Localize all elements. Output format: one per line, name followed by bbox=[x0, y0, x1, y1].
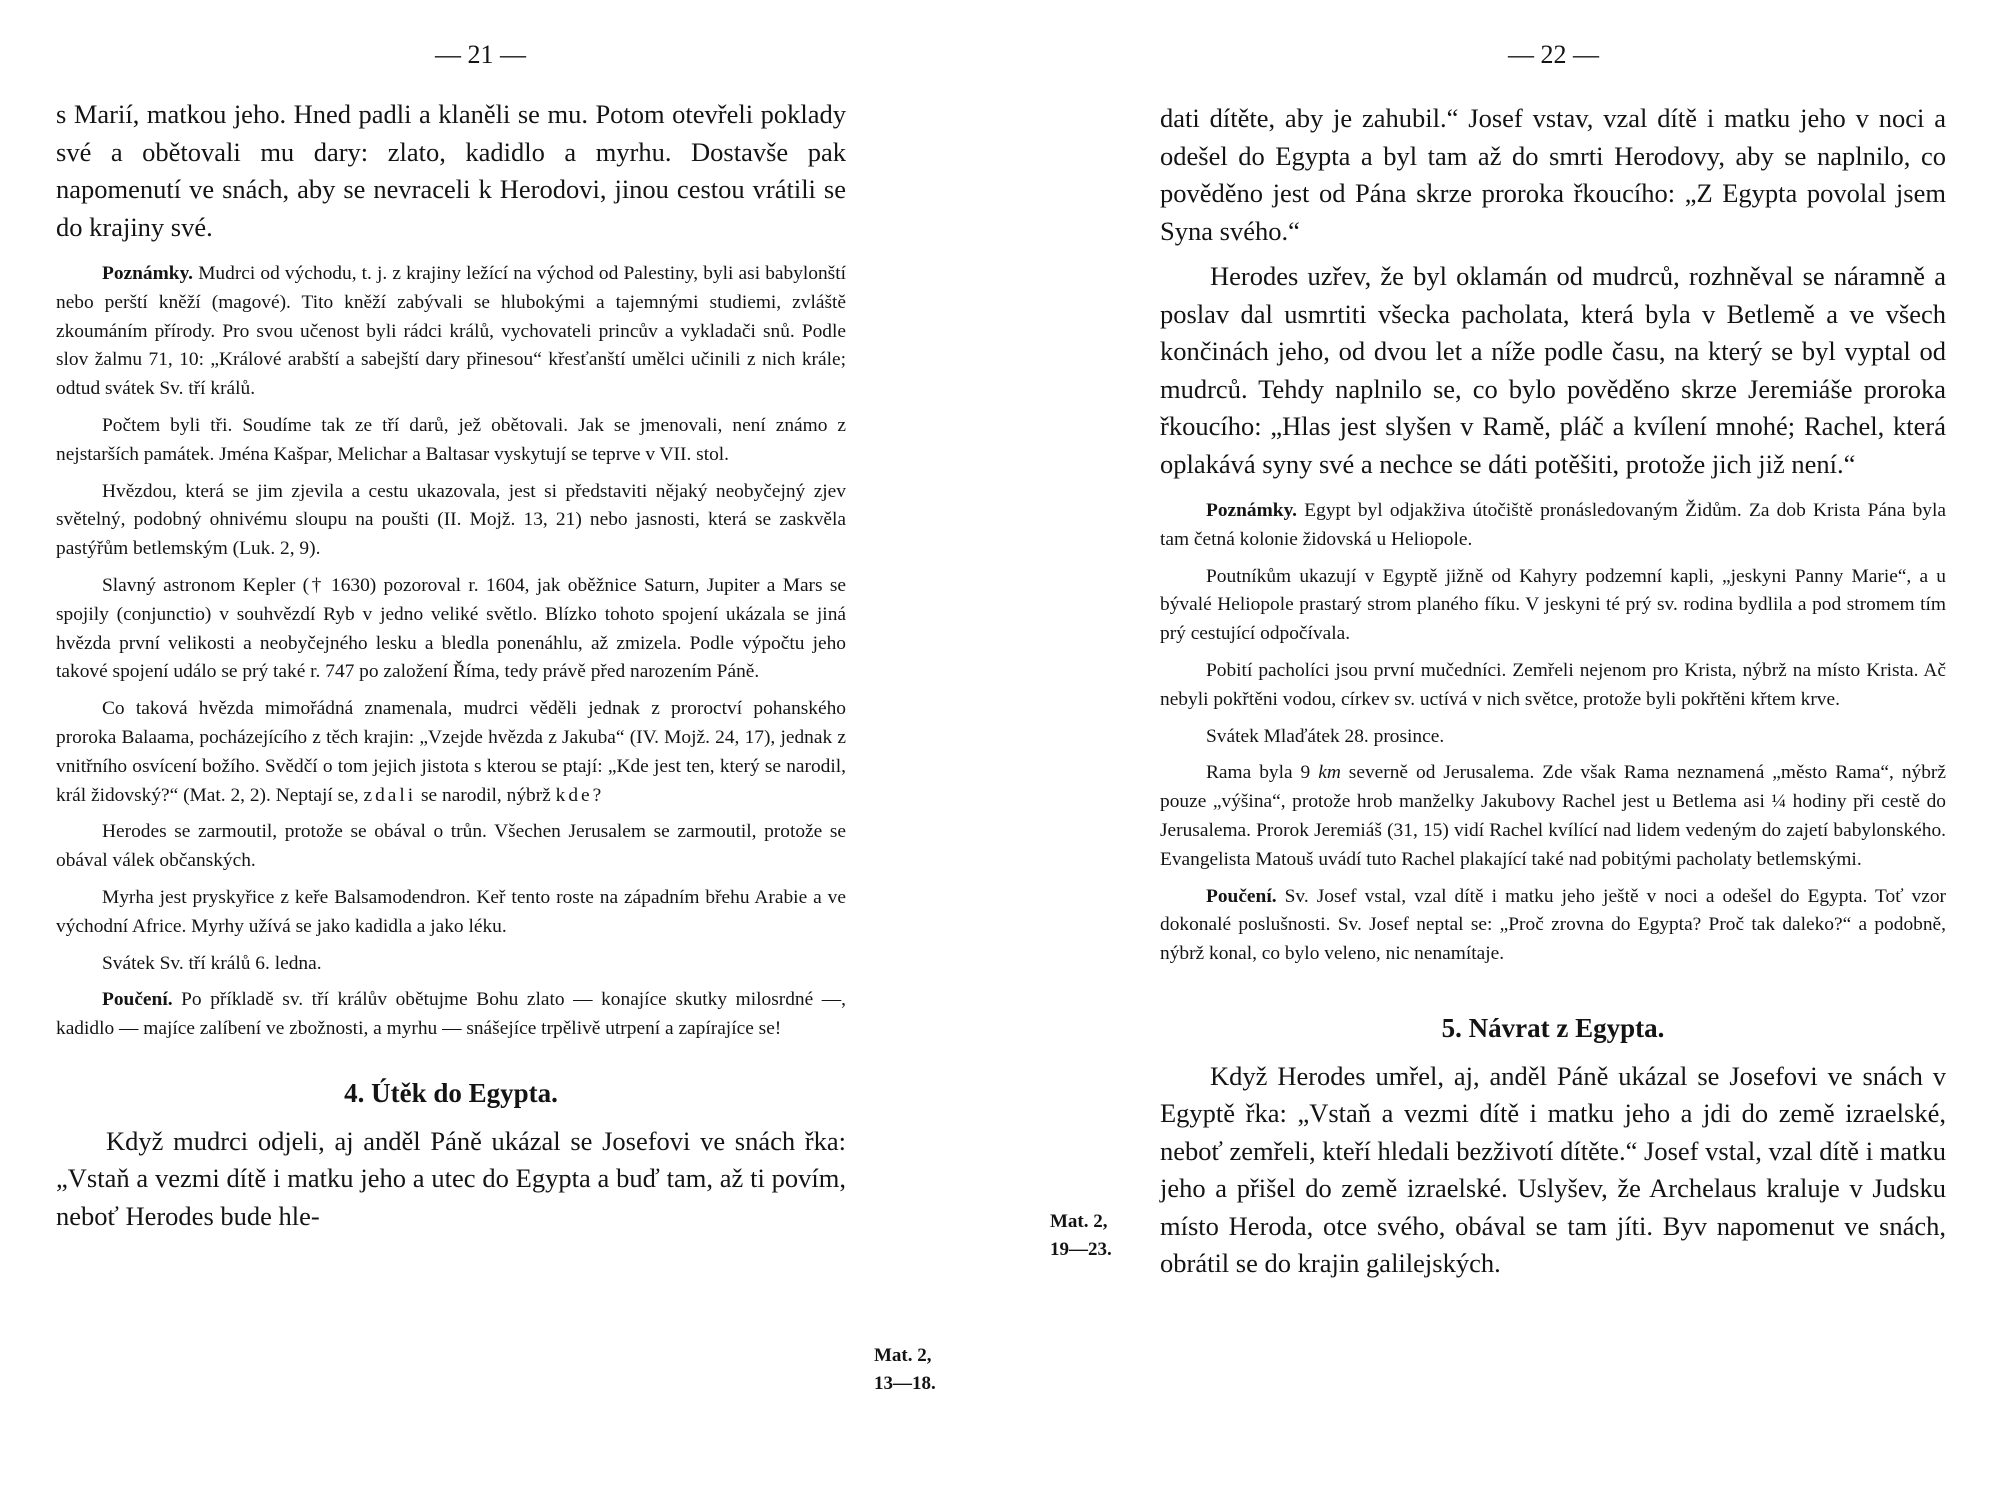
note-paragraph: Slavný astronom Kepler († 1630) pozoroval r. 1604, jak oběžnice Saturn, Jupiter a Mars se spojily (conjunctio) v souhvězdí Ryb v jedno veliké světlo. Blízko tohoto spojení ukázala se jiná hvězda první velikosti a neobyčejného lesku a bledla ponenáhlu, až zmizela. Podle výpočtu jeho takové spojení událo se prý také r. 747 po založení Říma, tedy právě před narozením Páně. bbox=[56, 574, 846, 683]
note-paragraph bbox=[56, 695, 846, 810]
page-number: — 21 — bbox=[435, 40, 526, 69]
section-paragraph: Když Herodes umřel, aj, anděl Páně ukázal se Josefovi ve snách v Egyptě řka: „Vstaň a vezmi dítě i matku jeho a jdi do země izraelské, neboť zemřeli, kteří hledali bezživotí dítěte.“ Josef vstal, vzal dítě i matku jeho a přišel do země izraelské. Uslyšev, že Archelaus kraluje v Judsku místo Heroda, otce svého, obával se tam jíti. Byv napomenut ve snách, obrátil se do krajin galilejských. bbox=[1160, 1060, 1946, 1279]
margin-reference bbox=[1050, 1208, 1112, 1264]
notes-label: Poznámky. bbox=[102, 263, 194, 284]
right-page bbox=[997, 0, 1994, 1500]
emphasis-text: kde bbox=[555, 784, 593, 806]
right-text-column bbox=[1160, 100, 1946, 1283]
margin-reference bbox=[874, 1342, 936, 1398]
note-text: Mudrci od východu, t. j. z krajiny ležící na východ od Palestiny, byli asi babylonští nebo perští kněží (magové). Tito kněží zabývali se hlubokými a tajemnými studiemi, zvláště zkoumáním přírody. Pro svou učenost byli rádci králů, vychovateli princův a vykladači snů. Podle slov žalmu 71, 10: „Králové arabští a sabejští dary přinesou“ křesťanští umělci učinili z nich krále; odtud svátek Sv. tří králů. bbox=[56, 263, 847, 400]
lesson-label: Poučení. bbox=[102, 989, 173, 1011]
note-paragraph: Herodes se zarmoutil, protože se obával o trůn. Všechen Jerusalem se zarmoutil, protože se obával válek občanských. bbox=[56, 821, 846, 872]
emphasis-text: zdali bbox=[363, 784, 417, 806]
margin-reference-line: 13—18. bbox=[874, 1373, 936, 1394]
note-text: Rama byla 9 bbox=[1206, 762, 1319, 784]
lesson-paragraph bbox=[1160, 883, 1946, 969]
note-paragraph: Myrha jest pryskyřice z keře Balsamodendron. Keř tento roste na západním břehu Arabie a ve východní Africe. Myrhy užívá se jako kadidla a jako léku. bbox=[56, 886, 846, 937]
section-heading: 4. Útěk do Egypta. bbox=[344, 1077, 558, 1108]
lesson-paragraph bbox=[56, 986, 846, 1044]
lesson-text: Po příkladě sv. tří králův obětujme Bohu zlato — konajíce skutky milosrdné —, kadidlo — majíce zalíbení ve zbožnosti, a myrhu — snášejíce trpělivě utrpení a zapírajíce se! bbox=[56, 989, 846, 1040]
section-heading: 5. Návrat z Egypta. bbox=[1441, 1012, 1665, 1043]
lesson-text: Sv. Josef vstal, vzal dítě i matku jeho ještě v noci a odešel do Egypta. Toť vzor dokonalé poslušnosti. Sv. Josef neptal se: „Proč zrovna do Egypta? Proč tak daleko?“ a podobně, nýbrž konal, co bylo veleno, nic nenamítaje. bbox=[1160, 885, 1946, 965]
note-text: Co taková hvězda mimořádná znamenala, mudrci věděli jednak z proroctví pohanského proroka Balaama, pocházejícího z těch krajin: „Vzejde hvězda z Jakuba“ (IV. Mojž. 24, 17), jednak z vnitřního osvícení božího. Svědčí o tom jejich jistota s kterou se ptají: „Kde jest ten, který se narodil, král židovský?“ (Mat. 2, 2). Neptají se, bbox=[56, 698, 846, 806]
section-paragraph: Když mudrci odjeli, aj anděl Páně ukázal se Josefovi ve snách řka: „Vstaň a vezmi dítě i matku jeho a utec do Egypta a buď tam, až ti povím, neboť Herodes bude hle- bbox=[56, 1125, 846, 1231]
intro-paragraph: s Marií, matkou jeho. Hned padli a klaněli se mu. Potom otevřeli poklady své a obětovali mu dary: zlato, kadidlo a myrhu. Dostavše pak napomenutí ve snách, aby se nevraceli k Herodovi, jinou cestou vrátili se do krajiny své. bbox=[56, 99, 846, 242]
note-paragraph: Počtem byli tři. Soudíme tak ze tří darů, jež obětovali. Jak se jmenovali, není známo z nejstarších památek. Jména Kašpar, Melichar a Baltasar vyskytují se teprve v VII. stol. bbox=[56, 414, 846, 465]
page-number: — 22 — bbox=[1508, 40, 1599, 69]
notes-label: Poznámky. bbox=[1206, 500, 1298, 521]
body-paragraph: dati dítěte, aby je zahubil.“ Josef vstav, vzal dítě i matku jeho v noci a odešel do Egypta a byl tam až do smrti Herodovy, aby se naplnilo, co pověděno jest od Pána skrze proroka řkoucího: „Z Egypta povolal jsem Syna svého.“ bbox=[1160, 103, 1946, 246]
note-text: se narodil, nýbrž bbox=[416, 784, 556, 806]
unit-text: km bbox=[1318, 762, 1341, 784]
lesson-label: Poučení. bbox=[1206, 885, 1277, 907]
note-paragraph bbox=[1160, 497, 1946, 555]
margin-reference-line: 19—23. bbox=[1050, 1239, 1112, 1260]
note-paragraph bbox=[1160, 759, 1946, 874]
note-paragraph: Poutníkům ukazují v Egyptě jižně od Kahyry podzemní kapli, „jeskyni Panny Marie“, a u bývalé Heliopole prastarý strom planého fíku. V jeskyni té prý sv. rodina bydlila a pod stromem tím prý cestující odpočívala. bbox=[1160, 565, 1946, 645]
note-paragraph bbox=[56, 260, 846, 404]
note-text: Egypt byl odjakživa útočiště pronásledovaným Židům. Za dob Krista Pána byla tam četná kolonie židovská u Heliopole. bbox=[1160, 500, 1946, 550]
note-text: ? bbox=[592, 784, 602, 806]
body-paragraph: Herodes uzřev, že byl oklamán od mudrců, rozhněval se náramně a poslav dal usmrtiti všecka pacholata, která byla v Betlemě a ve všech končinách jeho, od dvou let a níže podle času, na který se byl vyptal od mudrců. Tehdy naplnilo se, co bylo pověděno skrze Jeremiáše proroka řkoucího: „Hlas jest slyšen v Ramě, pláč a kvílení mnohé; Rachel, která oplakává syny své a nechce se dáti potěšiti, protože jich již není.“ bbox=[1160, 261, 1946, 479]
margin-reference-line: Mat. 2, bbox=[874, 1345, 932, 1366]
margin-reference-line: Mat. 2, bbox=[1050, 1211, 1108, 1232]
left-text-column bbox=[56, 96, 846, 1235]
note-text: severně od Jerusalema. Zde však Rama neznamená „město Rama“, nýbrž pouze „výšina“, protože hrob manželky Jakubovy Rachel jest u Betlema asi ¼ hodiny při cestě do Jerusalema. Prorok Jeremiáš (31, 15) vidí Rachel kvílící nad lidem vedeným do zajetí babylonského. Evangelista Matouš uvádí tuto Rachel plakající také nad pobitými pacholaty betlemskými. bbox=[1160, 762, 1946, 870]
note-paragraph: Svátek Sv. tří králů 6. ledna. bbox=[102, 952, 322, 974]
note-paragraph: Svátek Mlaďátek 28. prosince. bbox=[1206, 725, 1445, 747]
note-paragraph: Hvězdou, která se jim zjevila a cestu ukazovala, jest si představiti nějaký neobyčejný zjev světelný, podobný ohnivému sloupu na poušti (II. Mojž. 13, 21) nebo jasnosti, která se zaskvěla pastýřům betlemským (Luk. 2, 9). bbox=[56, 480, 846, 560]
note-paragraph: Pobití pacholíci jsou první mučedníci. Zemřeli nejenom pro Krista, nýbrž na místo Krista. Ač nebyli pokřtěni vodou, církev sv. uctívá v nich světce, protože byli pokřtěni křtem krve. bbox=[1160, 659, 1946, 710]
